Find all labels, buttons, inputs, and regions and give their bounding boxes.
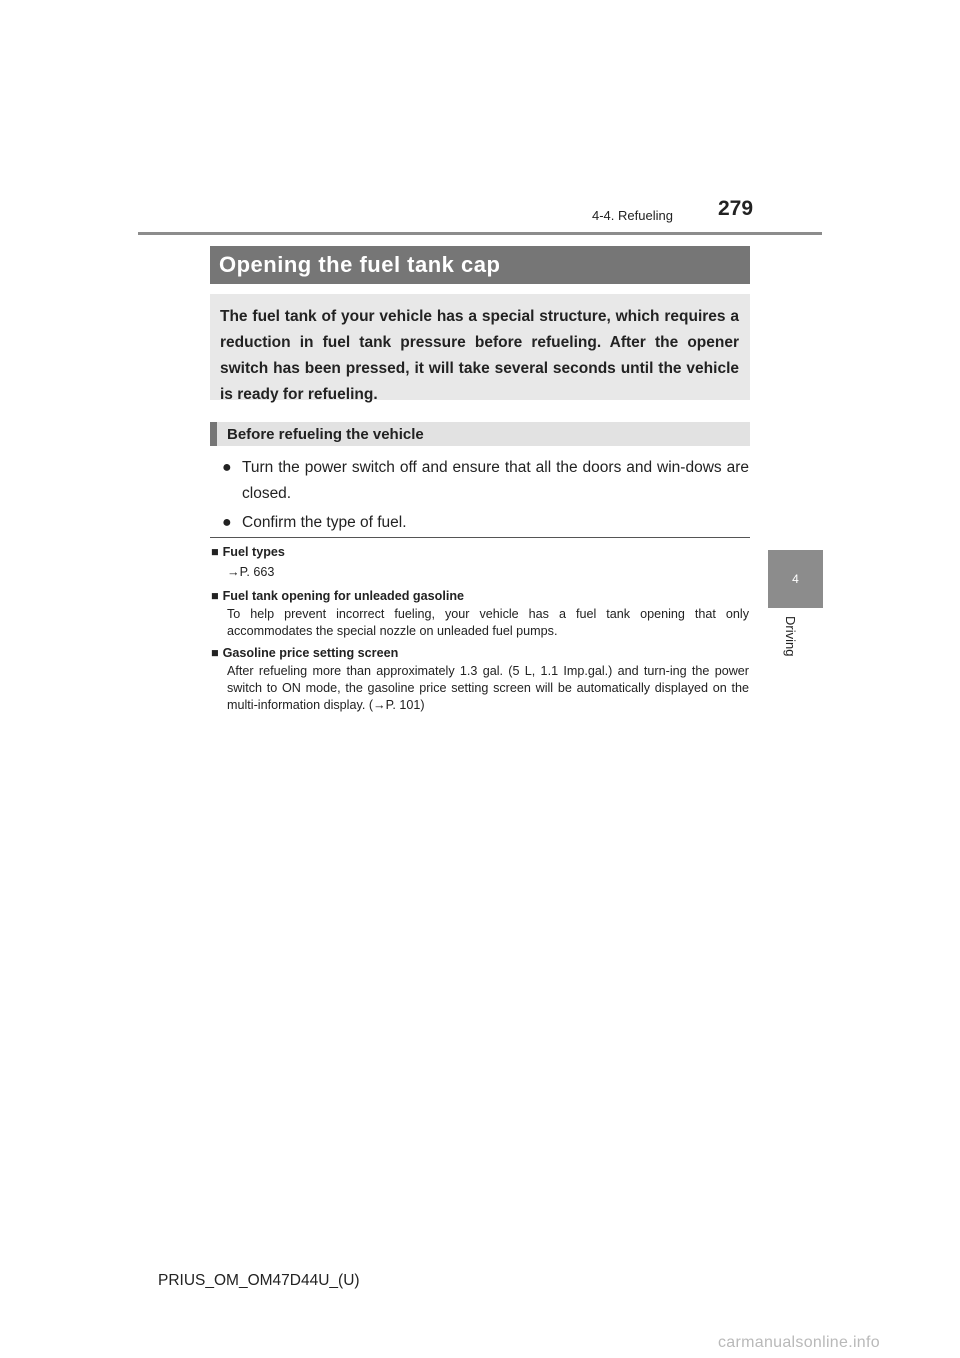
note-body: After refueling more than approximately 1.3 gal. (5 L, 1.1 Imp.gal.) and turn-ing the power switch to ON mode, the gasoline price setting screen will be automatically displayed on the multi-information display. (→P. 101)	[227, 664, 749, 712]
list-item	[222, 510, 749, 536]
note-heading-text: Fuel types	[222, 545, 285, 559]
header-divider	[138, 232, 822, 235]
note-body: To help prevent incorrect fueling, your vehicle has a fuel tank opening that only accommodates the special nozzle on unleaded fuel pumps.	[227, 607, 749, 638]
bullet-icon: ●	[222, 459, 232, 476]
notes-divider	[210, 537, 750, 538]
bullet-icon: ●	[222, 514, 232, 531]
section-subheading	[210, 422, 750, 446]
list-item-text: Turn the power switch off and ensure that all the doors and win-dows are closed.	[242, 459, 749, 502]
square-icon: ■	[211, 646, 219, 660]
note-heading	[211, 644, 749, 663]
note-heading-text: Fuel tank opening for unleaded gasoline	[222, 589, 465, 603]
chapter-tab	[768, 550, 823, 608]
page-number: 279	[718, 197, 754, 220]
note-heading-text: Gasoline price setting screen	[222, 646, 399, 660]
note-fuel-types	[211, 543, 749, 583]
note-heading	[211, 543, 749, 562]
notes-section	[211, 543, 749, 718]
chapter-label-text: Driving	[783, 616, 798, 657]
page-reference-link[interactable]: →P. 663	[227, 565, 275, 579]
document-code: PRIUS_OM_OM47D44U_(U)	[158, 1272, 360, 1289]
list-item	[222, 455, 749, 507]
chapter-label	[769, 616, 824, 676]
bullet-list	[222, 455, 749, 539]
intro-summary: The fuel tank of your vehicle has a special structure, which requires a reduction in fuel tank pressure before refueling. After the opener switch has been pressed, it will take several seconds until the vehicle is ready for refueling.	[210, 294, 750, 400]
section-header: 4-4. Refueling	[592, 208, 673, 223]
note-heading	[211, 587, 749, 606]
page-title: Opening the fuel tank cap	[210, 246, 750, 284]
square-icon: ■	[211, 545, 219, 559]
note-fuel-tank-opening	[211, 587, 749, 640]
square-icon: ■	[211, 589, 219, 603]
subheading-text: Before refueling the vehicle	[227, 425, 424, 443]
note-gasoline-price	[211, 644, 749, 714]
chapter-number: 4	[792, 572, 799, 586]
watermark: carmanualsonline.info	[718, 1334, 880, 1351]
list-item-text: Confirm the type of fuel.	[242, 514, 407, 531]
